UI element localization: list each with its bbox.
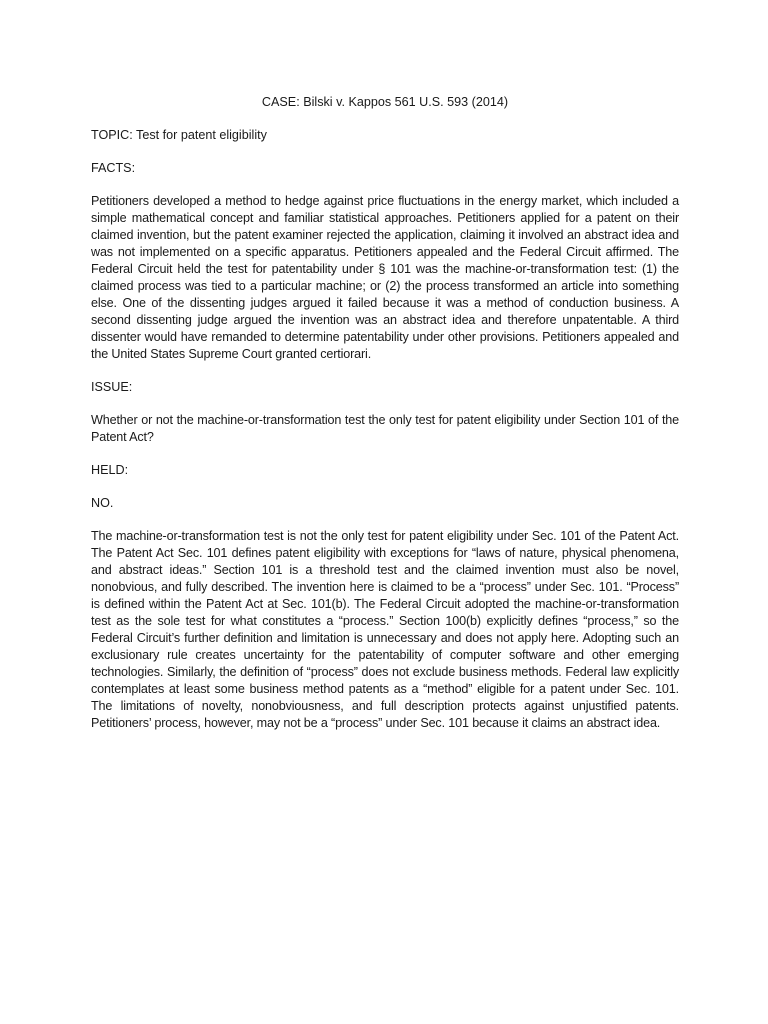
facts-paragraph: Petitioners developed a method to hedge against price fluctuations in the energy market, which included a simple mathematical concept and familiar statistical approaches. Petitioners applied for a patent on their claimed invention, but the patent examiner rejected the application, claiming it involved an abstract idea and was not implemented on a specific apparatus. Petitioners appealed and the Federal Circuit affirmed. The Federal Circuit held the test for patentability under § 101 was the machine-or-transformation test: (1) the claimed process was tied to a particular machine; or (2) the process transformed an article into something else. One of the dissenting judges argued it failed because it was a method of conduction business. A second dissenting judge argued the invention was an abstract idea and therefore unpatentable. A third dissenter would have remanded to determine patentability under other provisions. Petitioners appealed and the United States Supreme Court granted certiorari. — [91, 194, 679, 361]
document-page — [91, 94, 679, 748]
facts-heading: FACTS: — [91, 161, 136, 175]
issue-heading: ISSUE: — [91, 380, 133, 394]
held-answer: NO. — [91, 496, 114, 510]
case-title: CASE: Bilski v. Kappos 561 U.S. 593 (2014) — [261, 95, 509, 109]
held-heading: HELD: — [91, 463, 129, 477]
held-paragraph: The machine-or-transformation test is not the only test for patent eligibility under Sec. 101 of the Patent Act. The Patent Act Sec. 101 defines patent eligibility with exceptions for “laws of nature, physical phenomena, and abstract ideas.” Section 101 is a threshold test and the claimed invention must also be novel, nonobvious, and fully described. The invention here is claimed to be a “process” under Sec. 101. “Process” is defined within the Patent Act at Sec. 101(b). The Federal Circuit adopted the machine-or-transformation test as the sole test for what constitutes a “process.” Section 100(b) explicitly defines “process,” so the Federal Circuit’s further definition and limitation is unnecessary and does not apply here. Adopting such an exclusionary rule creates uncertainty for the patentability of computer software and other emerging technologies. Similarly, the definition of “process” does not exclude business methods. Federal law explicitly contemplates at least some business method patents as a “method” eligible for a patent under Sec. 101. The limitations of novelty, nonobviousness, and full description protects against unjustified patents. Petitioners’ process, however, may not be a “process” under Sec. 101 because it claims an abstract idea. — [91, 529, 679, 730]
issue-paragraph: Whether or not the machine-or-transformation test the only test for patent eligibility under Section 101 of the Patent Act? — [91, 413, 679, 444]
topic-line: TOPIC: Test for patent eligibility — [91, 128, 267, 142]
